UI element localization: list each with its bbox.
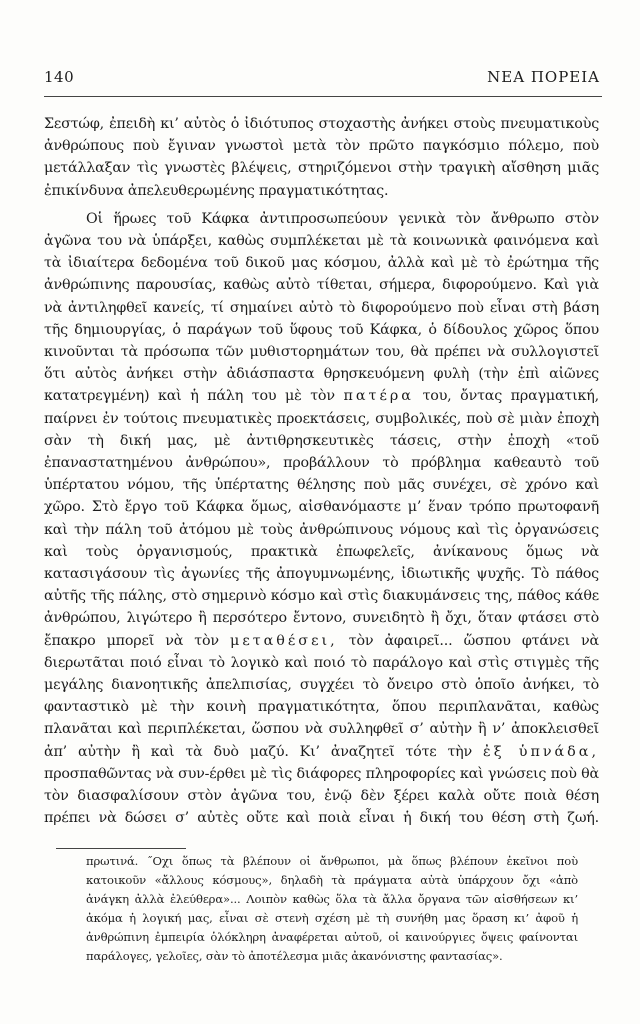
paragraph-2-part-b: του, ὄντας πραγματική, παίρνει ἐν τούτοις πνευματικὲς προεκτάσεις, συμβολικές, ποὺ σὲ μιὰν ἐποχὴ σὰν τὴ δική μας, μὲ ἀντιθρησκευτικὲς τάσεις, στὴν ἐποχὴ «τοῦ ἐπαναστατημένου ἀνθρώπου», προβάλλουν τὸ πρόβλημα καθεαυτὸ τοῦ ὑπέρτατου νόμου, τῆς ὑπέρτατης θέλησης ποὺ μᾶς συνέχει, σὲ χρόνο καὶ χῶρο. Στὸ ἔργο τοῦ Κάφκα ὅμως, αἰσθανόμαστε μ’ ἕναν τρόπο πρωτοφανῆ καὶ τὴν πάλη τοῦ ἀτόμου μὲ τοὺς ἀνθρώπινους νόμους καὶ τὶς ὀργανώσεις καὶ τοὺς ὀργανισμούς, πρακτικὰ ἐπωφελεῖς, ἀνίκανους ὅμως νὰ κατασιγάσουν τὶς ἀγωνίες τῆς ἀπογυμνωμένης, ἰδιωτικῆς ψυχῆς. Τὸ πάθος αὐτῆς τῆς πάλης, στὸ σημερινὸ κόσμο καὶ στὶς διακυμάνσεις της, πάθος κάθε ἀνθρώπου, λιγώτερο ἢ περσότερο ἔντονο, συνειδητὸ ἢ ὄχι, ὅταν φτάσει στὸ ἔπακρο μπορεῖ νὰ τὸν (44, 388, 599, 649)
emphasis-word-father: πατέρα (343, 388, 414, 405)
paragraph-2-part-a: Οἱ ἥρωες τοῦ Κάφκα ἀντιπροσωπεύουν γενικὰ τὸν ἄνθρωπο στὸν ἀγῶνα του νὰ ὑπάρξει, καθὼς συμπλέκεται μὲ τὰ κοινωνικὰ φαινόμενα καὶ τὰ ἰδιαίτερα δεδομένα τοῦ δικοῦ μας κόσμου, ἀλλὰ καὶ μὲ τὸ ἐρώτημα τῆς ἀνθρώπινης παρουσίας, καθὼς αὐτὸ τίθεται, σήμερα, διφορούμενο. Καὶ γιὰ νὰ ἀντιληφθεῖ κανείς, τί σημαίνει αὐτὸ τὸ διφορούμενο ποὺ εἶναι στὴ βάση τῆς δημιουργίας, ὁ παράγων τοῦ ὕφους τοῦ Κάφκα, ὁ δίδουλος χῶρος ὅπου κινοῦνται τὰ πρόσωπα τῶν μυθιστορημάτων του, θὰ πρέπει νὰ συλλογιστεῖ ὅτι αὐτὸς ἀνήκει στὴν ἀδιάσπαστα θρησκευόμενη φυλὴ (τὴν ἐπὶ αἰῶνες κατατρεγμένη) καὶ ἡ πάλη του μὲ τὸν (44, 210, 599, 405)
body-text (44, 113, 599, 830)
header-rule (44, 96, 602, 97)
paragraph-2-part-c: τὸν ἀφαιρεῖ... ὥσπου φτάνει νὰ διερωτᾶται ποιό εἶναι τὸ λογικὸ καὶ ποιό τὸ παράλογο καὶ στὶς στιγμὲς τῆς μεγάλης διανοητικῆς ἀπελπισίας, συγχέει τὸ ὄνειρο στὸ ὁποῖο ἀνήκει, τὸ φανταστικὸ μὲ τὴν κοινὴ πραγματικότητα, ὅπου περιπλανᾶται, καθὼς πλανᾶται καὶ περιπλέκεται, ὥσπου νὰ συλληφθεῖ σ’ αὐτὴν ἢ ν’ ἀποκλεισθεῖ ἀπ’ αὐτὴν ἢ καὶ τὰ δυὸ μαζύ. Κι’ ἀναζητεῖ τότε τὴν (44, 632, 599, 760)
footnote-text: πρωτινά. ˝Οχι ὅπως τὰ βλέπουν οἱ ἄνθρωποι, μὰ ὅπως βλέπουν ἐκεῖνοι ποὺ κατοικοῦν «ἄλλους κόσμους», δηλαδὴ τὰ πράγματα αὐτὰ ὑπάρχουν ὄχι «ἀπὸ ἀνάγκη ἀλλὰ ἐλεύθερα»... Λοιπὸν καθὼς ὅλα τὰ ἄλλα ὄργανα τῶν αἰσθήσεων κι’ ἀκόμα ἡ λογική μας, εἶναι σὲ στενὴ σχέση μὲ τὴ συνήθη μας ὅραση κι’ ἀφοῦ ἡ ἀνθρώπινη ἐμπειρία ὁλόκληρη ἀναφέρεται αὐτοῦ, οἱ καινούργιες ὄψεις φαίνονται παράλογες, γελοῖες, σὰν τὸ ἀποτέλεσμα μιᾶς ἀκανόνιστης φαντασίας». (86, 854, 578, 963)
paragraph-1: Σεστώφ, ἐπειδὴ κι’ αὐτὸς ὁ ἰδιότυπος στοχαστὴς ἀνήκει στοὺς πνευματικοὺς ἀνθρώπους ποὺ ἔγιναν γνωστοὶ μετὰ τὸν πρῶτο παγκόσμιο πόλεμο, ποὺ μετάλλαξαν τὶς γνωστὲς βλέψεις, στηριζόμενοι στὴν τραγικὴ αἴσθηση μιᾶς ἐπικίνδυνα ἀπελευθερωμένης πραγματικότητας. (44, 116, 599, 199)
emphasis-word-transpose: μεταθέσει, (230, 632, 338, 649)
page-header (44, 68, 600, 90)
footnote-rule (56, 848, 186, 849)
footnote (86, 852, 578, 966)
paragraph-2-part-d: προσπαθῶντας νὰ συν-έρθει μὲ τὶς διάφορες πληροφορίες καὶ γνώσεις ποὺ θὰ τὸν διασφαλίσουν στὸν ἀγῶνα του, ἐνῷ δὲν ξέρει καλὰ οὔτε ποιὰ θέση πρέπει νὰ δώσει σ’ αὐτὲς οὔτε καὶ ποιὰ εἶναι ἡ δική του θέση στὴ ζωή. (44, 765, 599, 827)
page-number: 140 (44, 68, 75, 86)
journal-title: ΝΕΑ ΠΟΡΕΙΑ (487, 68, 600, 86)
emphasis-word-awakening: ἐξ ὑπνάδα, (483, 743, 599, 760)
paragraph-2 (44, 208, 599, 830)
